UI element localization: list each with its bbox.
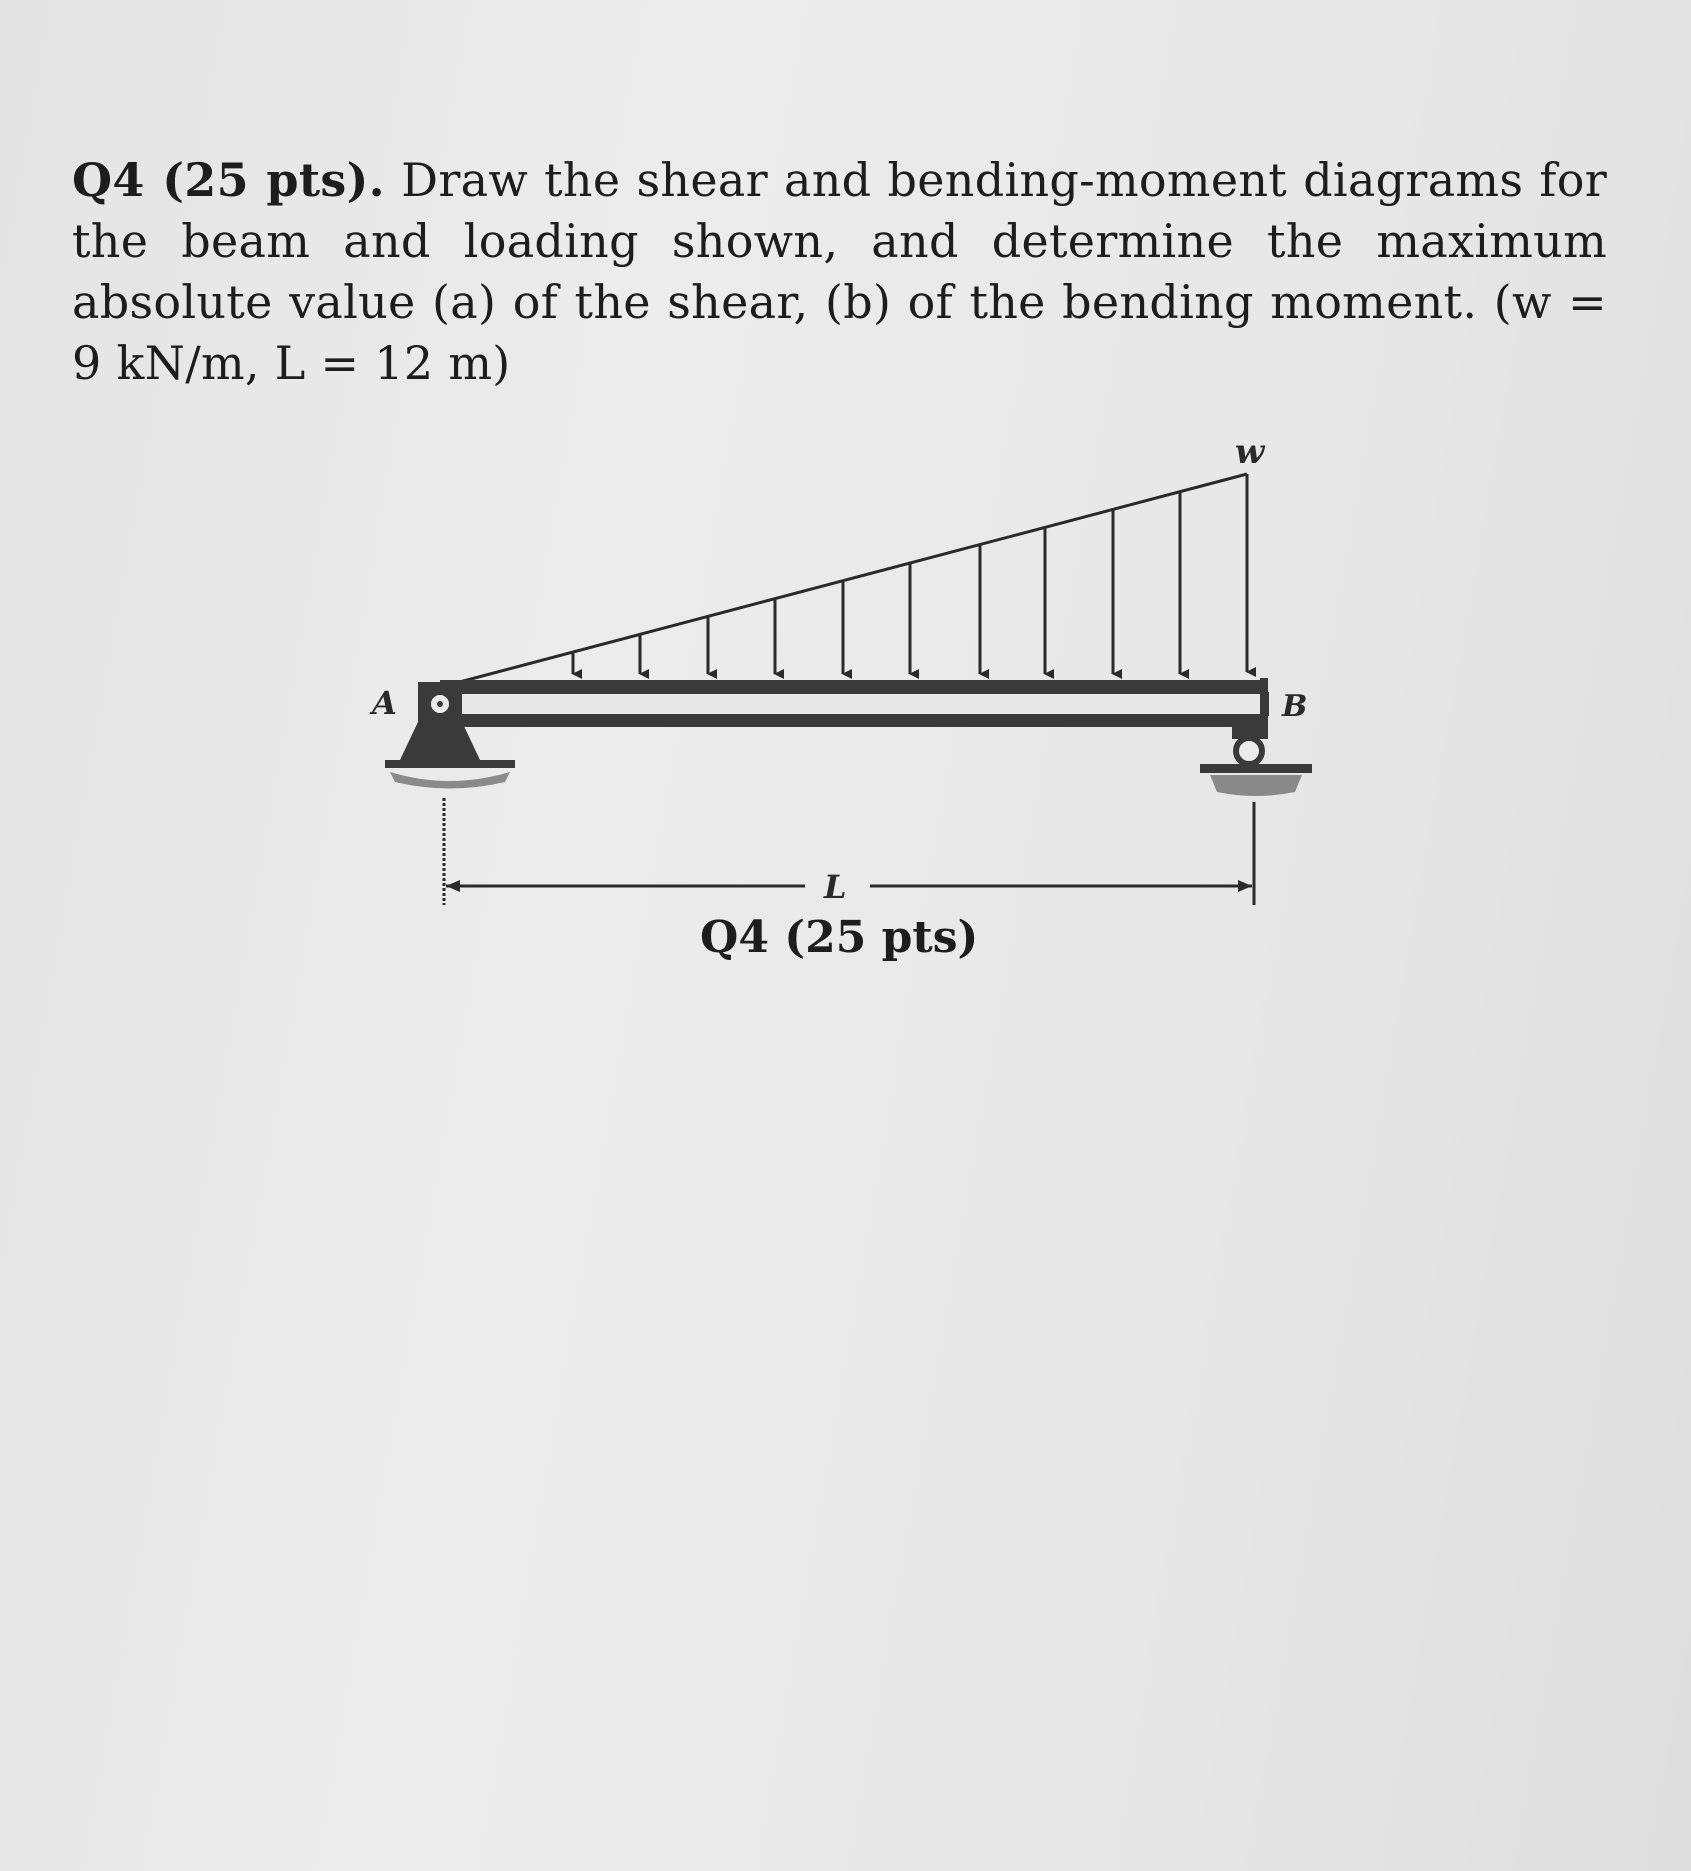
support-a-label: A — [372, 684, 397, 722]
span-label: L — [824, 868, 847, 906]
given-values: (w = 9 kN/m, L = 12 m) — [72, 275, 1607, 390]
question-id: Q4 (25 pts). — [72, 153, 385, 207]
beam-bottom-flange — [440, 715, 1268, 727]
support-b-label: B — [1282, 689, 1308, 724]
figure-caption: Q4 (25 pts) — [700, 912, 979, 963]
span-dimension — [444, 798, 1254, 906]
beam — [440, 678, 1268, 728]
beam-top-flange — [440, 680, 1268, 693]
load-label: w — [1235, 432, 1265, 472]
roller-icon — [1236, 738, 1262, 764]
triangular-load — [452, 432, 1266, 684]
beam-end-plate — [1260, 678, 1268, 728]
question-body: Draw the shear and bending-moment diagrams for the beam and loading shown, and determine the maximum absolute value (a) of the shear, (b) of the bending moment. — [72, 153, 1607, 329]
pin-base-triangle — [400, 722, 480, 760]
ground-hatch — [1210, 775, 1302, 796]
pin-base-plate — [385, 760, 515, 768]
roller-plate — [1200, 764, 1312, 773]
beam-web — [440, 693, 1268, 715]
load-envelope-line — [452, 474, 1247, 684]
ground-hatch — [390, 772, 510, 789]
